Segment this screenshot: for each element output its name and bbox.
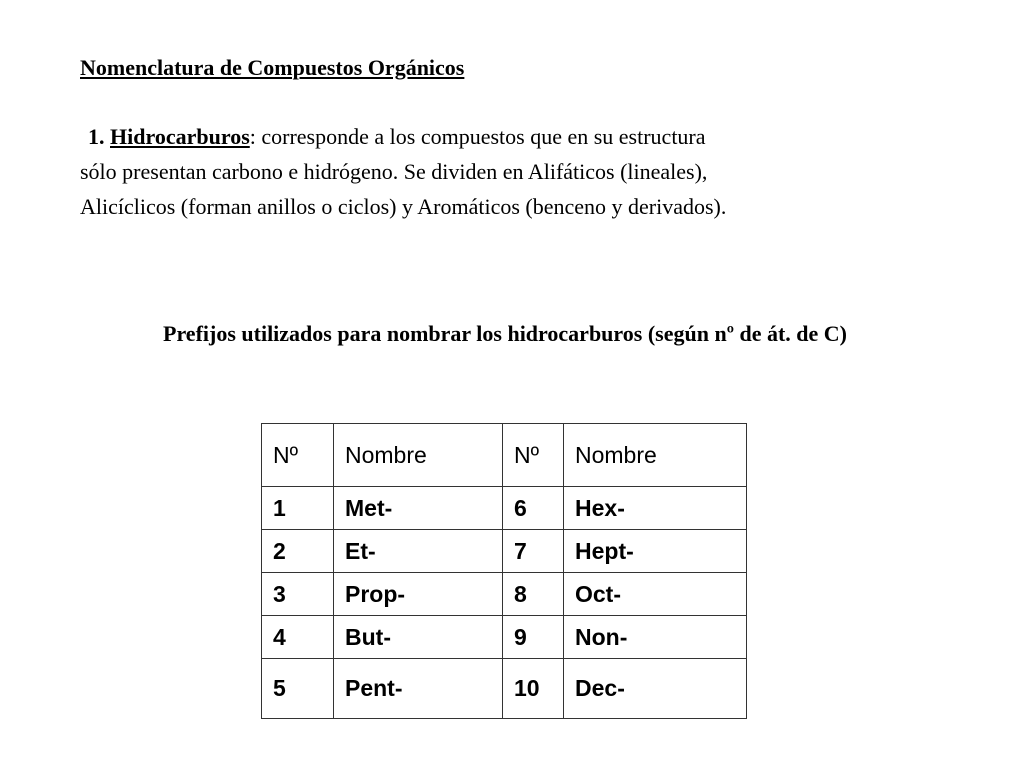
table-row xyxy=(262,659,747,719)
header-name: Nombre xyxy=(334,424,503,487)
intro-line-2: sólo presentan carbono e hidrógeno. Se dividen en Alifáticos (lineales), xyxy=(80,159,708,184)
table-row xyxy=(262,487,747,530)
table-cell-prefix: Oct- xyxy=(564,573,747,616)
table-cell-prefix: Hept- xyxy=(564,530,747,573)
table-cell-prefix: Prop- xyxy=(334,573,503,616)
table-cell-number: 2 xyxy=(262,530,334,573)
table-cell-number: 6 xyxy=(503,487,564,530)
table-header-row xyxy=(262,424,747,487)
intro-line-1 xyxy=(80,119,726,154)
table-cell-prefix: Hex- xyxy=(564,487,747,530)
table-cell-number: 4 xyxy=(262,616,334,659)
table-cell-prefix: But- xyxy=(334,616,503,659)
header-name: Nombre xyxy=(564,424,747,487)
page-title: Nomenclatura de Compuestos Orgánicos xyxy=(80,55,465,80)
table-cell-prefix: Et- xyxy=(334,530,503,573)
prefix-table xyxy=(261,423,747,719)
table-cell-number: 3 xyxy=(262,573,334,616)
header-number: Nº xyxy=(503,424,564,487)
intro-number: 1. xyxy=(88,124,105,149)
header-number: Nº xyxy=(262,424,334,487)
intro-line-1-text: : corresponde a los compuestos que en su estructura xyxy=(249,124,706,149)
table-caption: Prefijos utilizados para nombrar los hidrocarburos (según nº de át. de C) xyxy=(163,321,847,346)
intro-paragraph xyxy=(80,119,726,224)
table-row xyxy=(262,616,747,659)
table-cell-number: 5 xyxy=(262,659,334,719)
table-cell-number: 9 xyxy=(503,616,564,659)
intro-line-3: Alicíclicos (forman anillos o ciclos) y Aromáticos (benceno y derivados). xyxy=(80,194,727,219)
table-cell-number: 10 xyxy=(503,659,564,719)
table-cell-number: 7 xyxy=(503,530,564,573)
table-cell-prefix: Met- xyxy=(334,487,503,530)
table-cell-number: 1 xyxy=(262,487,334,530)
table-cell-prefix: Dec- xyxy=(564,659,747,719)
table-row xyxy=(262,573,747,616)
table-cell-prefix: Non- xyxy=(564,616,747,659)
table-cell-prefix: Pent- xyxy=(334,659,503,719)
intro-term: Hidrocarburos xyxy=(110,124,250,149)
table-row xyxy=(262,530,747,573)
table-cell-number: 8 xyxy=(503,573,564,616)
